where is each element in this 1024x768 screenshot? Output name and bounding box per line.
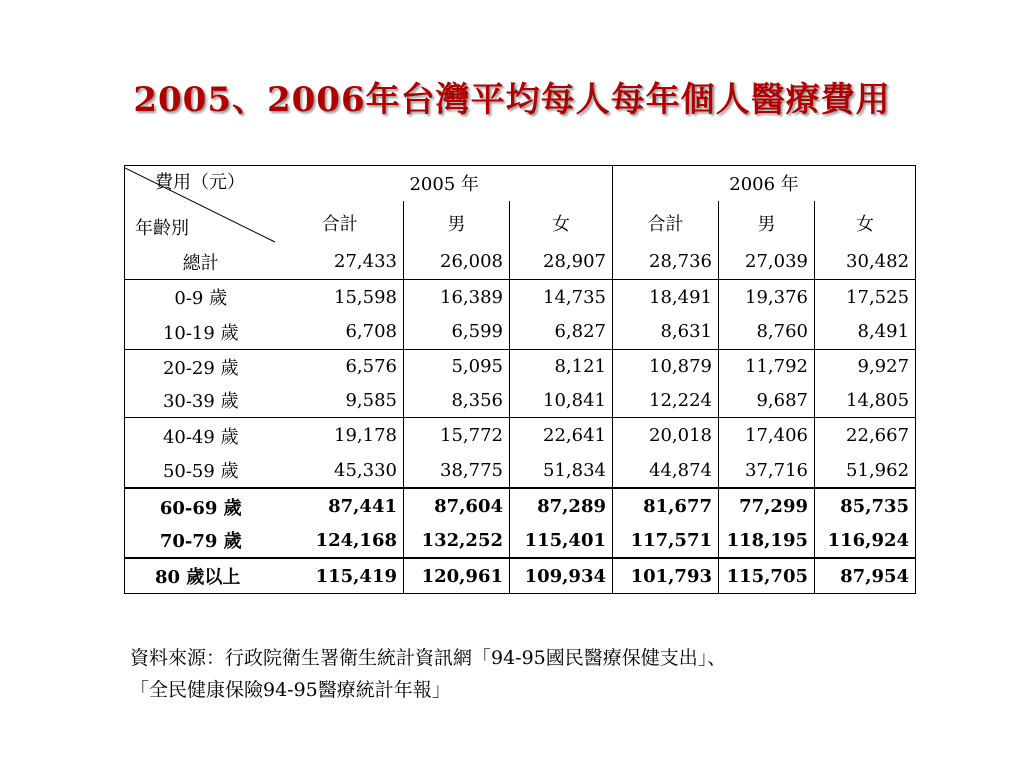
source-line-2: 「全民健康保險94-95醫療統計年報」 — [130, 679, 451, 701]
table-row — [125, 453, 916, 488]
cell-value: 77,299 — [719, 488, 815, 523]
table-row — [125, 315, 916, 349]
cell-value: 8,491 — [815, 315, 916, 349]
cell-value: 109,934 — [510, 558, 613, 593]
subheader-2006-total: 合計 — [613, 201, 719, 244]
cell-value: 8,631 — [613, 315, 719, 349]
cell-value: 6,599 — [404, 315, 510, 349]
table-row — [125, 244, 916, 279]
cell-value: 87,954 — [815, 558, 916, 593]
cell-value: 117,571 — [613, 524, 719, 558]
source-line-1: 資料來源：行政院衛生署衛生統計資訊網「94-95國民醫療保健支出」、 — [130, 647, 727, 669]
row-label: 80 歲以上 — [125, 558, 277, 593]
row-label: 70-79 歲 — [125, 524, 277, 558]
table-corner-header — [125, 166, 277, 245]
cell-value: 14,735 — [510, 280, 613, 315]
cell-value: 9,585 — [277, 384, 404, 418]
cell-value: 19,376 — [719, 280, 815, 315]
cell-value: 19,178 — [334, 425, 397, 447]
cell-value: 6,708 — [277, 315, 404, 349]
row-label: 40-49 歲 — [125, 418, 277, 453]
cell-value: 51,834 — [510, 453, 613, 488]
cell-value: 22,641 — [510, 418, 613, 453]
subheader-2006-male: 男 — [719, 201, 815, 244]
source-note — [130, 642, 950, 706]
cell-value: 11,792 — [719, 349, 815, 383]
cell-value: 17,406 — [719, 418, 815, 453]
cell-value: 87,441 — [328, 496, 397, 518]
cell-value: 22,667 — [815, 418, 916, 453]
cell-value: 9,687 — [719, 384, 815, 418]
cell-value: 17,525 — [815, 280, 916, 315]
cell-value: 5,095 — [404, 349, 510, 383]
table-row — [125, 418, 916, 453]
cell-value: 8,121 — [510, 349, 613, 383]
row-label: 10-19 歲 — [125, 315, 277, 349]
cell-value: 115,705 — [719, 558, 815, 593]
cell-value: 20,018 — [613, 418, 719, 453]
cell-value: 28,736 — [613, 244, 719, 279]
subheader-2006-female: 女 — [815, 201, 916, 244]
cell-value: 30,482 — [815, 244, 916, 279]
cell-value: 101,793 — [613, 558, 719, 593]
cell-value: 18,491 — [613, 280, 719, 315]
row-label: 30-39 歲 — [125, 384, 277, 418]
cell-value: 9,927 — [815, 349, 916, 383]
cell-value: 28,907 — [510, 244, 613, 279]
cell-value: 115,401 — [510, 524, 613, 558]
table-row — [125, 280, 916, 315]
year-header-2005: 2005 年 — [277, 166, 613, 201]
cell-value: 26,008 — [404, 244, 510, 279]
subheader-2005-female: 女 — [510, 201, 613, 244]
cell-value: 16,389 — [404, 280, 510, 315]
row-label: 60-69 歲 — [125, 488, 277, 523]
table-row — [125, 524, 916, 558]
cell-value: 51,962 — [815, 453, 916, 488]
cell-value: 8,356 — [404, 384, 510, 418]
corner-age-label: 年齡別 — [135, 218, 189, 239]
slide-title: 2005、2006年台灣平均每人每年個人醫療費用 — [133, 80, 891, 120]
cell-value: 6,827 — [510, 315, 613, 349]
cell-value: 27,039 — [719, 244, 815, 279]
cell-value: 45,330 — [277, 453, 404, 488]
cell-value: 124,168 — [277, 524, 404, 558]
cell-value: 116,924 — [815, 524, 916, 558]
cell-value: 8,760 — [719, 315, 815, 349]
cell-value: 115,419 — [277, 558, 404, 593]
cell-value: 27,433 — [277, 244, 404, 279]
expense-table — [124, 165, 916, 594]
cell-value: 15,598 — [334, 286, 397, 308]
cell-value: 15,772 — [404, 418, 510, 453]
cell-value: 14,805 — [815, 384, 916, 418]
cell-value: 10,879 — [613, 349, 719, 383]
cell-value: 87,289 — [510, 488, 613, 523]
table-row — [125, 384, 916, 418]
table-row — [125, 558, 916, 593]
cell-value: 6,576 — [345, 356, 397, 378]
row-label: 0-9 歲 — [125, 280, 277, 315]
cell-value: 120,961 — [404, 558, 510, 593]
cell-value: 37,716 — [719, 453, 815, 488]
cell-value: 132,252 — [404, 524, 510, 558]
cell-value: 85,735 — [815, 488, 916, 523]
expense-table-wrap — [124, 165, 915, 594]
subheader-2005-total: 合計 — [321, 213, 358, 235]
table-row — [125, 349, 916, 383]
row-label: 20-29 歲 — [125, 349, 277, 383]
cell-value: 81,677 — [613, 488, 719, 523]
row-label: 50-59 歲 — [125, 453, 277, 488]
cell-value: 87,604 — [404, 488, 510, 523]
cell-value: 38,775 — [404, 453, 510, 488]
table-row — [125, 488, 916, 523]
subheader-2005-male: 男 — [404, 201, 510, 244]
cell-value: 10,841 — [510, 384, 613, 418]
cell-value: 44,874 — [613, 453, 719, 488]
cell-value: 12,224 — [613, 384, 719, 418]
year-header-2006: 2006 年 — [613, 166, 916, 201]
cell-value: 118,195 — [719, 524, 815, 558]
corner-unit-label: 費用（元） — [155, 172, 245, 193]
row-label: 總計 — [125, 244, 277, 279]
